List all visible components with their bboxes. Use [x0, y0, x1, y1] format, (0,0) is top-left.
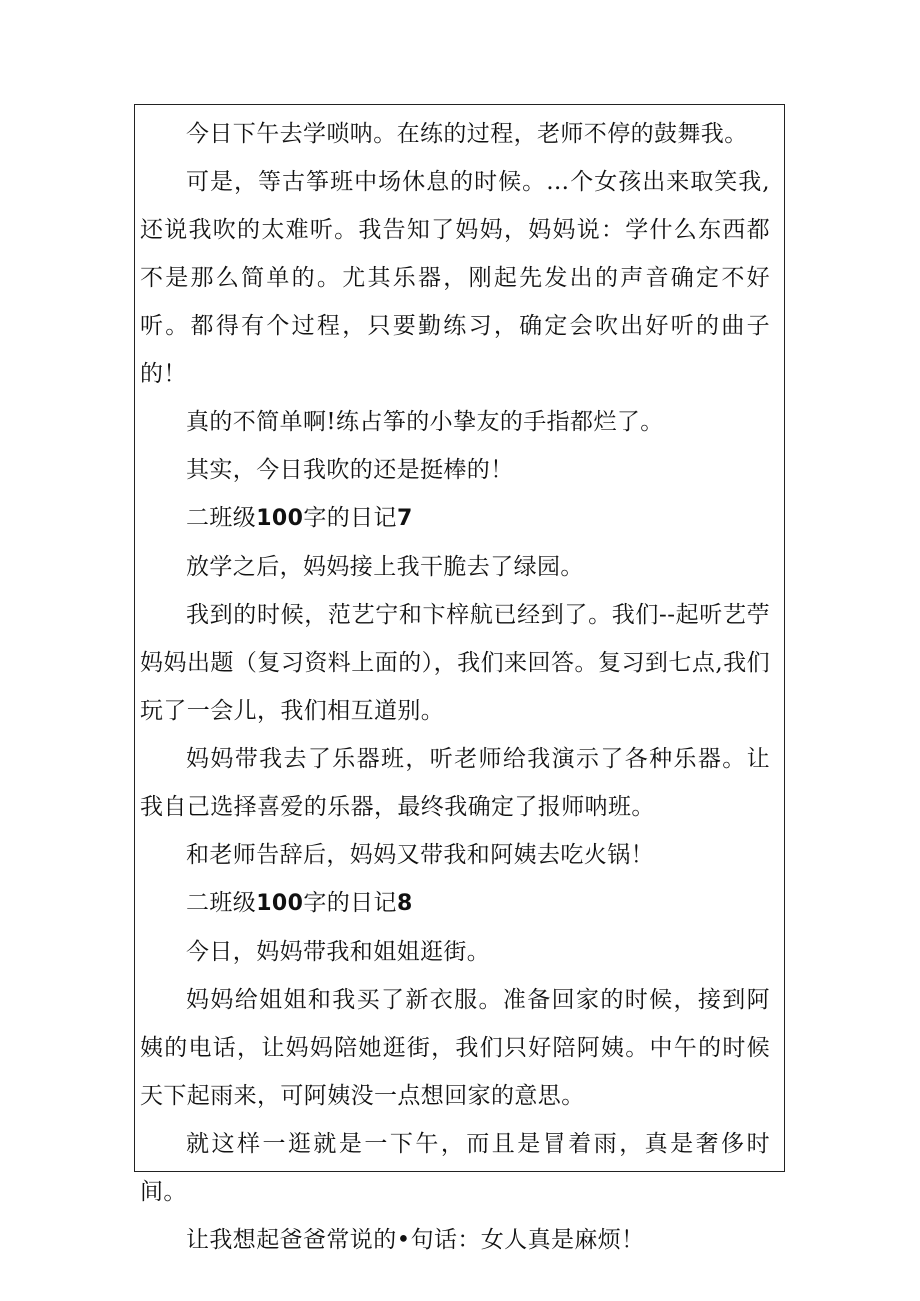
document-body: [140, 110, 770, 1264]
heading-prefix: 二班级: [186, 890, 257, 916]
paragraph: 和老师告辞后，妈妈又带我和阿姨去吃火锅！: [186, 842, 654, 868]
diary-heading-7: [140, 494, 770, 543]
paragraph: 可是，等古筝班中场休息的时候。…个女孩出来取笑我,还说我吹的太难听。我告知了妈妈，妈妈说：学什么东西都不是那么简单的。尤其乐器，刚起先发出的声音确定不好听。都得有个过程，只要勤练习，确定会吹出好听的曲子的！: [140, 169, 770, 387]
paragraph: 妈妈给姐姐和我买了新衣服。准备回家的时候，接到阿姨的电话，让妈妈陪她逛街，我们只好陪阿姨。中午的时候天下起雨来，可阿姨没一点想回家的意思。: [140, 987, 770, 1109]
heading-suffix: 字的日记: [303, 505, 397, 531]
paragraph: 真的不简单啊!练占筝的小挚友的手指都烂了。: [186, 409, 664, 435]
paragraph: 就这样一逛就是一下午，而且是冒着雨，真是奢侈时间。: [140, 1131, 770, 1205]
paragraph: 妈妈带我去了乐器班，听老师给我演示了各种乐器。让我自己选择喜爱的乐器，最终我确定了报师呐班。: [140, 746, 770, 820]
paragraph: 今日，妈妈带我和姐姐逛街。: [186, 939, 491, 965]
paragraph: 其实，今日我吹的还是挺棒的！: [186, 457, 514, 483]
heading-index: 7: [396, 506, 413, 531]
heading-number: 100: [256, 506, 304, 531]
paragraph: 让我想起爸爸常说的•句话：女人真是麻烦！: [186, 1227, 645, 1253]
heading-suffix: 字的日记: [303, 890, 397, 916]
diary-heading-8: [140, 879, 770, 928]
heading-index: 8: [396, 891, 413, 916]
paragraph: 今日下午去学唢呐。在练的过程，老师不停的鼓舞我。: [186, 121, 748, 147]
heading-prefix: 二班级: [186, 505, 257, 531]
heading-number: 100: [256, 891, 304, 916]
paragraph: 我到的时候，范艺宁和卞梓航已经到了。我们--起听艺苧妈妈出题（复习资料上面的），我们来回答。复习到七点,我们玩了一会儿，我们相互道别。: [140, 602, 770, 724]
paragraph: 放学之后，妈妈接上我干脆去了绿园。: [186, 554, 584, 580]
